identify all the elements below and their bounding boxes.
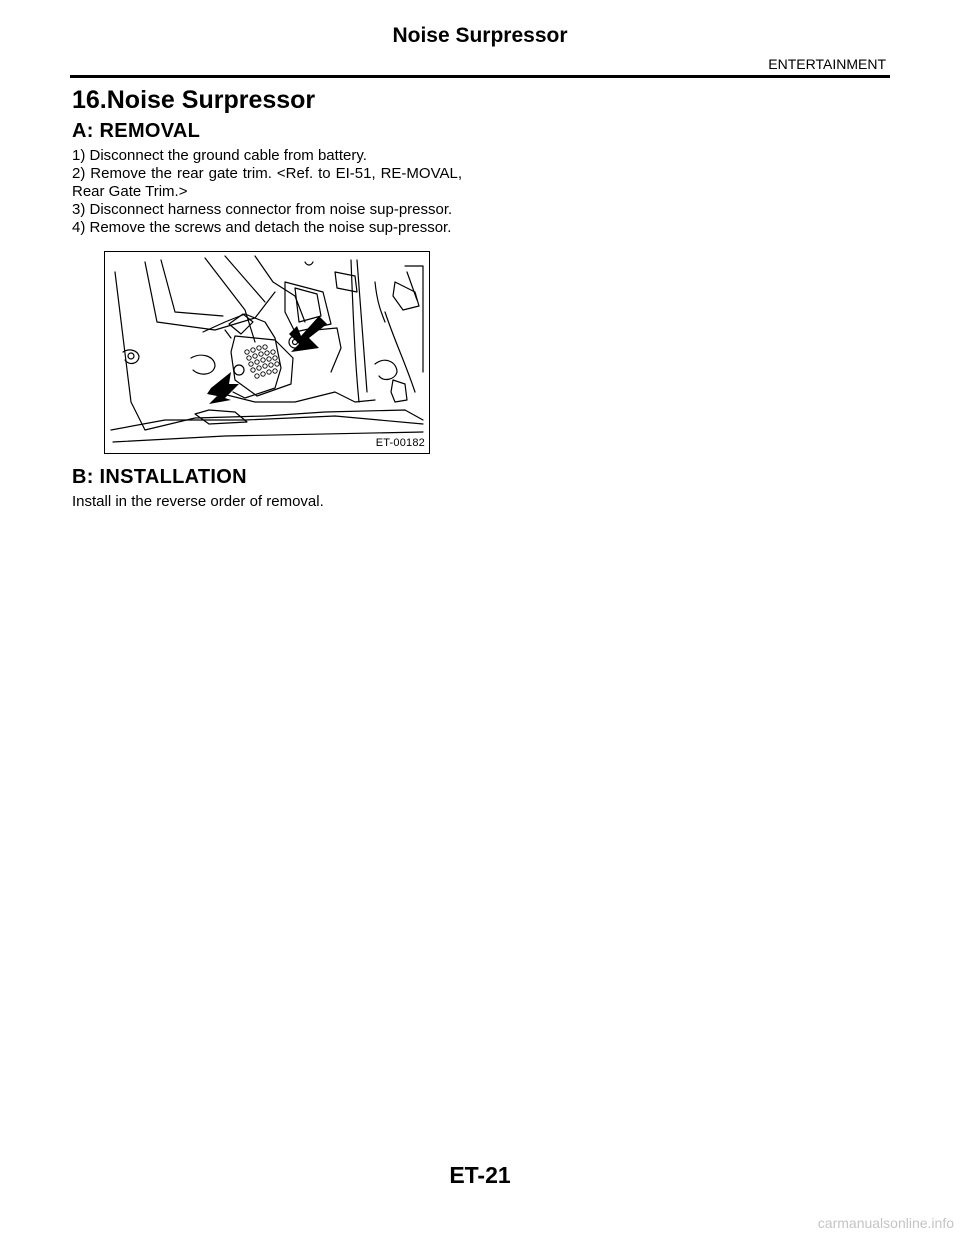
figure-code: ET-00182 xyxy=(375,437,425,449)
removal-step-2: 2) Remove the rear gate trim. <Ref. to EI-51, RE-MOVAL, Rear Gate Trim.> xyxy=(72,165,462,200)
content-column xyxy=(72,120,462,511)
header-rule xyxy=(70,75,890,78)
installation-heading: B: INSTALLATION xyxy=(72,466,247,488)
watermark: carmanualsonline.info xyxy=(817,1215,954,1231)
noise-suppressor-illustration xyxy=(105,252,429,453)
page-number: ET-21 xyxy=(449,1162,511,1188)
connector-pins xyxy=(245,345,279,378)
removal-step-3: 3) Disconnect harness connector from noise sup-pressor. xyxy=(72,201,453,218)
running-header-title: Noise Surpressor xyxy=(392,24,568,47)
chapter-title: 16.Noise Surpressor xyxy=(72,86,316,114)
removal-heading: A: REMOVAL xyxy=(72,120,201,142)
installation-text: Install in the reverse order of removal. xyxy=(72,493,324,510)
noise-suppressor-figure xyxy=(104,251,430,454)
removal-step-4: 4) Remove the screws and detach the noise sup-pressor. xyxy=(72,219,452,236)
running-header-section: ENTERTAINMENT xyxy=(768,56,886,72)
removal-step-1: 1) Disconnect the ground cable from battery. xyxy=(72,147,367,164)
arrow-upper-screw xyxy=(289,316,327,352)
